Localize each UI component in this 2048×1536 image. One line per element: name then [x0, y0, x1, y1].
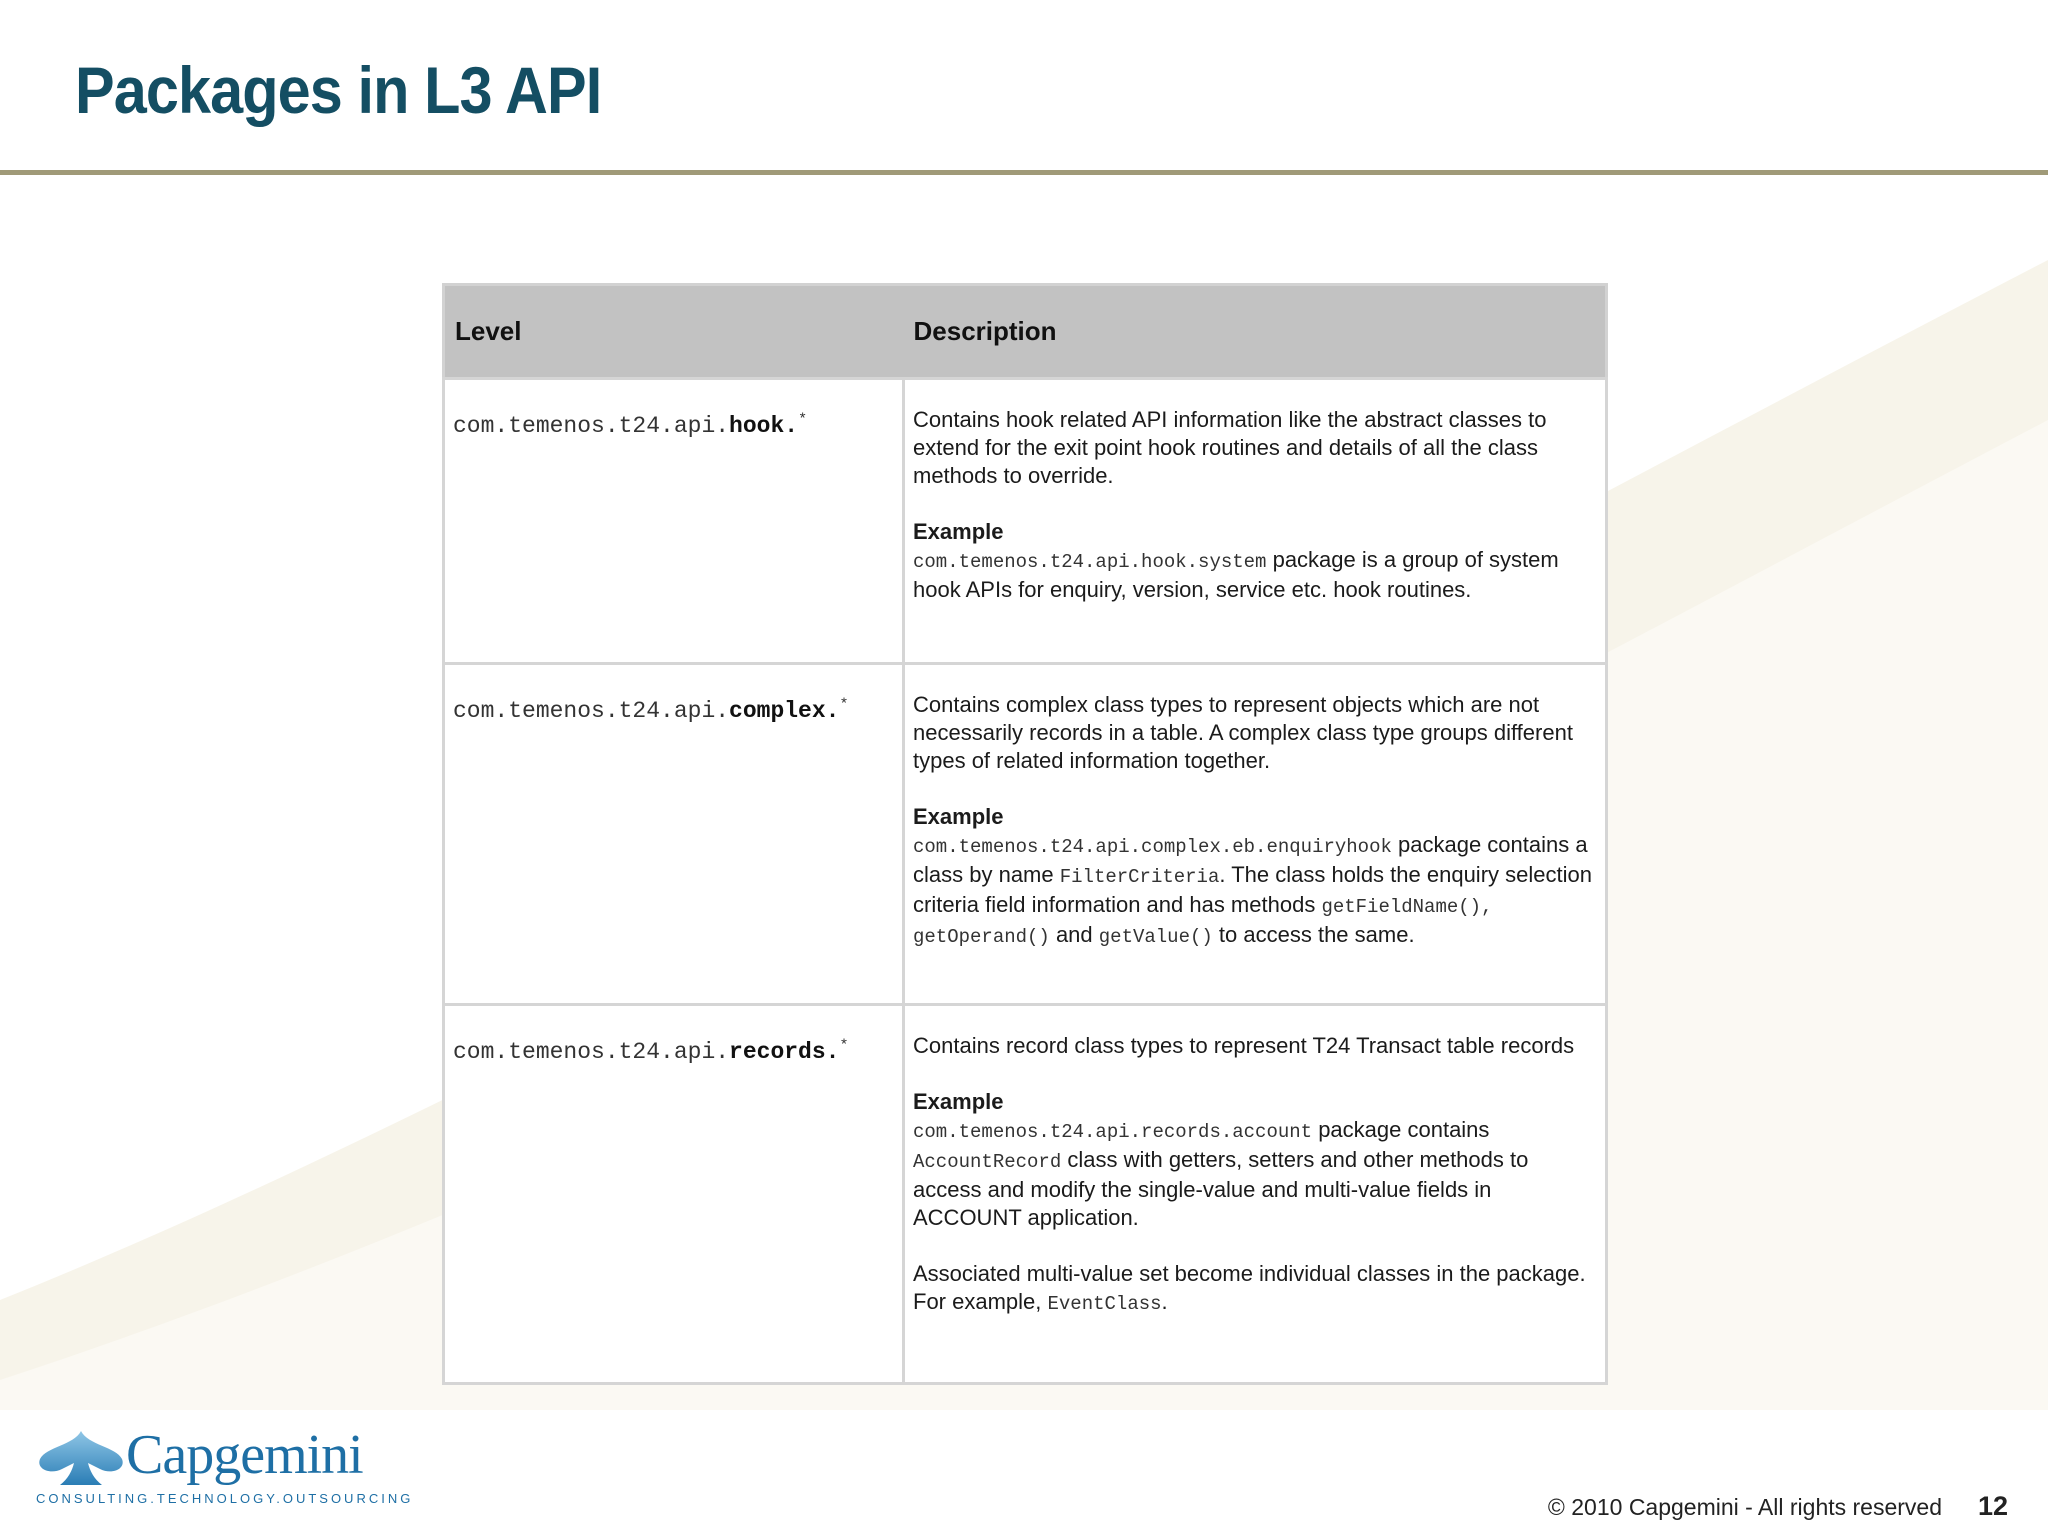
package-name: com.temenos.t24.api.complex.* — [453, 696, 849, 724]
example-label: Example — [913, 1089, 1004, 1114]
description-cell — [904, 379, 1607, 664]
logo-tagline: CONSULTING.TECHNOLOGY.OUTSOURCING — [36, 1491, 414, 1506]
package-name: com.temenos.t24.api.hook.* — [453, 411, 808, 439]
description-text: Contains complex class types to represent objects which are not necessarily records in a table. A complex class type groups different types of related information together. — [913, 692, 1573, 773]
description-text: Contains hook related API information like the abstract classes to extend for the exit point hook routines and details of all the class methods to override. — [913, 407, 1547, 488]
description-cell — [904, 664, 1607, 1005]
associated-text: Associated multi-value set become individual classes in the package. For example, EventClass. — [913, 1261, 1586, 1315]
page-number: 12 — [1977, 1491, 2008, 1521]
level-cell — [444, 379, 904, 664]
header-description: Description — [904, 285, 1607, 379]
description-text: Contains record class types to represent T24 Transact table records — [913, 1033, 1575, 1058]
package-name: com.temenos.t24.api.records.* — [453, 1037, 849, 1065]
example-text: com.temenos.t24.api.complex.eb.enquiryhook package contains a class by name FilterCriteria. The class holds the enquiry selection criteria field information and has methods getFieldName(), getOperand() and getValue() to access the same. — [913, 832, 1592, 948]
capgemini-logo — [36, 1424, 414, 1515]
table-row — [444, 379, 1607, 664]
table-row — [444, 664, 1607, 1005]
example-label: Example — [913, 804, 1004, 829]
table-row — [444, 1005, 1607, 1384]
title-divider — [0, 170, 2048, 175]
level-cell — [444, 1005, 904, 1384]
example-text: com.temenos.t24.api.hook.system package is a group of system hook APIs for enquiry, version, service etc. hook routines. — [913, 547, 1559, 602]
example-text: com.temenos.t24.api.records.account package contains AccountRecord class with getters, setters and other methods to access and modify the single-value and multi-value fields in ACCOUNT application. — [913, 1117, 1529, 1230]
description-cell — [904, 1005, 1607, 1384]
packages-table — [442, 283, 1608, 1385]
example-label: Example — [913, 519, 1004, 544]
header-level: Level — [444, 285, 904, 379]
spade-icon — [36, 1425, 126, 1489]
copyright-text: © 2010 Capgemini - All rights reserved — [1547, 1494, 1942, 1520]
table-header-row — [444, 285, 1607, 379]
level-cell — [444, 664, 904, 1005]
logo-wordmark: Capgemini — [126, 1424, 363, 1486]
slide-title: Packages in L3 API — [75, 53, 602, 127]
